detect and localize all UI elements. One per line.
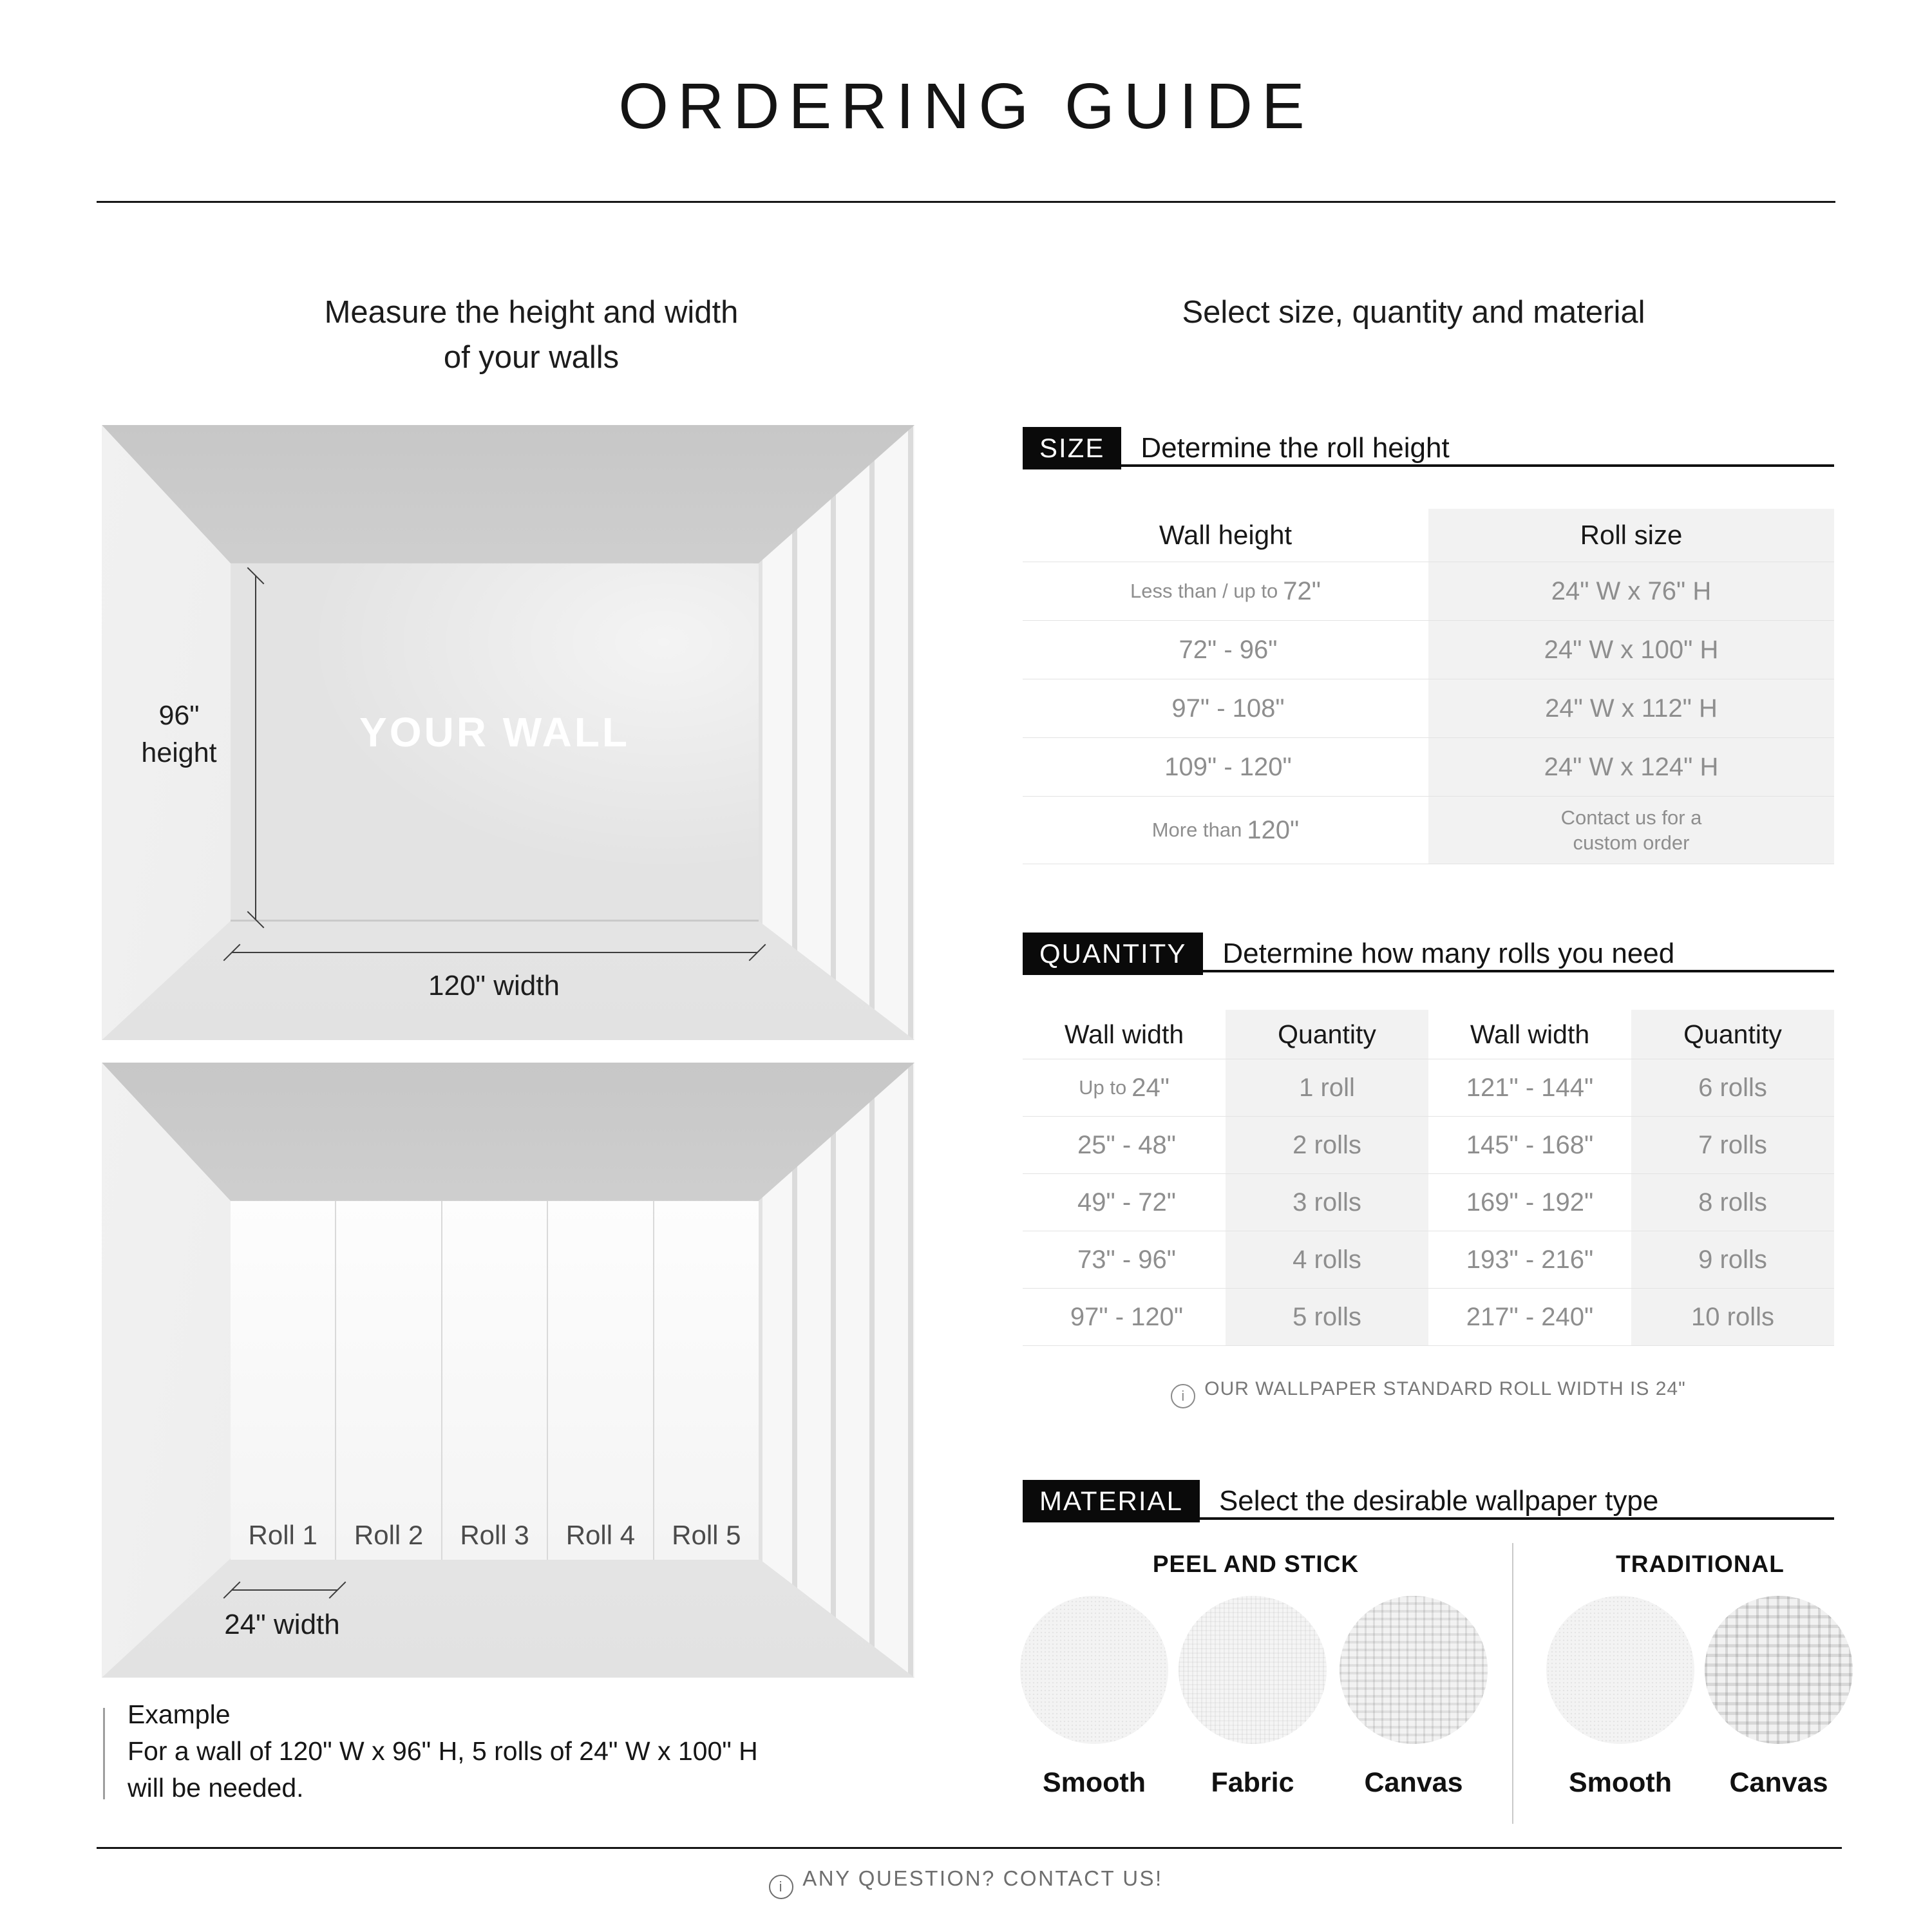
quantity-cell: 6 rolls	[1631, 1059, 1834, 1116]
size-table-header-row	[1023, 509, 1834, 562]
select-heading: Select size, quantity and material	[1182, 295, 1645, 330]
size-badge: SIZE	[1023, 427, 1121, 469]
wall-width-cell: 169" - 192"	[1466, 1188, 1594, 1217]
wall-height-value: 109" - 120"	[1164, 752, 1292, 781]
swatch-label: Fabric	[1211, 1767, 1294, 1798]
roll-panel	[548, 1201, 654, 1560]
table-row	[1023, 737, 1834, 796]
example-title: Example	[128, 1700, 231, 1729]
roll-label: Roll 5	[672, 1520, 741, 1550]
wall-width-value: 25" - 48"	[1077, 1130, 1176, 1159]
roll-label: Roll 1	[248, 1520, 317, 1550]
example-line2: will be needed.	[128, 1773, 304, 1803]
standard-roll-width-note	[1023, 1378, 1834, 1408]
wall-width-value: 49" - 72"	[1077, 1188, 1176, 1217]
roll-label: Roll 2	[354, 1520, 424, 1550]
quantity-cell: 3 rolls	[1226, 1174, 1428, 1231]
wall-height-cell	[1023, 562, 1428, 620]
quantity-cell: 2 rolls	[1226, 1117, 1428, 1173]
example-block	[128, 1696, 758, 1806]
roll-width-label: 24" width	[224, 1609, 340, 1640]
wall-height-label	[111, 697, 247, 772]
info-icon: i	[769, 1875, 793, 1899]
roll-size-cell	[1428, 797, 1834, 864]
quantity-cell: 4 rolls	[1226, 1231, 1428, 1288]
wall-width-cell: 193" - 216"	[1466, 1245, 1594, 1274]
table-row	[1023, 679, 1834, 737]
wall-width-header: Wall width	[1470, 1019, 1590, 1049]
height-measure-line	[255, 576, 256, 920]
your-wall-label: YOUR WALL	[359, 709, 630, 755]
roll-width-measure-line	[232, 1589, 337, 1591]
table-row	[1023, 620, 1834, 679]
table-row	[1023, 562, 1834, 620]
quantity-header: Quantity	[1226, 1010, 1428, 1059]
table-row	[1023, 1231, 1834, 1288]
wall-height-value: 96"	[158, 700, 200, 731]
roll-panel	[654, 1201, 759, 1560]
quantity-table-header-row	[1023, 1010, 1834, 1059]
roll-size-header: Roll size	[1428, 509, 1834, 562]
roll-panel	[442, 1201, 548, 1560]
wall-width-value: 24"	[1132, 1073, 1170, 1102]
quantity-badge: QUANTITY	[1023, 933, 1203, 975]
wall-height-cell	[1023, 797, 1428, 864]
page-title: ORDERING GUIDE	[618, 70, 1314, 142]
table-row	[1023, 796, 1834, 864]
roll-label: Roll 4	[565, 1520, 636, 1550]
size-subtitle: Determine the roll height	[1141, 432, 1450, 464]
roll-size-cell: 24" W x 76" H	[1428, 562, 1834, 620]
size-table	[1023, 509, 1834, 864]
roll-size-cell: 24" W x 112" H	[1428, 679, 1834, 737]
footer-text: ANY QUESTION? CONTACT US!	[802, 1866, 1163, 1890]
wall-width-header: Wall width	[1064, 1019, 1184, 1049]
swatch-label: Canvas	[1729, 1767, 1828, 1798]
wall-width-cell	[1023, 1059, 1226, 1116]
swatch-label: Smooth	[1042, 1767, 1146, 1798]
wall-height-value: 72" - 96"	[1179, 635, 1278, 664]
measure-heading-line2: of your walls	[443, 340, 620, 375]
quantity-cell: 10 rolls	[1631, 1289, 1834, 1345]
canvas-swatch	[1340, 1596, 1488, 1744]
material-badge: MATERIAL	[1023, 1480, 1200, 1522]
wall-width-value: 97" - 120"	[1070, 1302, 1184, 1331]
wall-width-cell	[1023, 1117, 1226, 1173]
wall-height-cell	[1023, 738, 1428, 796]
footer-divider	[97, 1847, 1842, 1849]
wall-width-label: 120" width	[428, 970, 560, 1001]
quantity-cell: 1 roll	[1226, 1059, 1428, 1116]
wall-height-header: Wall height	[1159, 520, 1293, 550]
custom-order-line2: custom order	[1573, 831, 1690, 854]
wall-width-cell	[1023, 1231, 1226, 1288]
quantity-section-header	[1023, 933, 1674, 975]
quantity-cell: 5 rolls	[1226, 1289, 1428, 1345]
table-row	[1023, 1173, 1834, 1231]
wall-height-value: 97" - 108"	[1171, 694, 1285, 723]
wall-height-word: height	[141, 737, 217, 768]
measure-heading	[103, 290, 960, 380]
wall-height-value: 120"	[1247, 815, 1300, 844]
traditional-title: TRADITIONAL	[1616, 1551, 1785, 1577]
wall-width-cell: 217" - 240"	[1466, 1302, 1594, 1331]
example-line1: For a wall of 120" W x 96" H, 5 rolls of 24" W x 100" H	[128, 1736, 758, 1766]
wall-width-cell: 145" - 168"	[1466, 1130, 1594, 1159]
example-left-bar	[103, 1708, 105, 1799]
width-measure-line	[232, 952, 757, 953]
quantity-cell: 7 rolls	[1631, 1117, 1834, 1173]
wallpaper-roll-panels	[231, 1201, 759, 1560]
wall-width-cell	[1023, 1174, 1226, 1231]
peel-and-stick-title: PEEL AND STICK	[1152, 1551, 1359, 1577]
canvas-swatch	[1705, 1596, 1853, 1744]
swatch-label: Canvas	[1364, 1767, 1463, 1798]
wall-height-prefix: More than	[1151, 819, 1242, 841]
measure-heading-line1: Measure the height and width	[324, 295, 739, 330]
quantity-header: Quantity	[1631, 1010, 1834, 1059]
roll-panel	[231, 1201, 336, 1560]
room-illustration-rolls	[102, 1063, 914, 1678]
roll-size-cell: 24" W x 124" H	[1428, 738, 1834, 796]
quantity-subtitle: Determine how many rolls you need	[1222, 938, 1675, 969]
roll-label: Roll 3	[460, 1520, 529, 1550]
smooth-swatch	[1020, 1596, 1168, 1744]
roll-panel	[336, 1201, 442, 1560]
wall-width-prefix: Up to	[1079, 1076, 1127, 1099]
room-illustration-measure	[102, 425, 914, 1040]
material-subtitle: Select the desirable wallpaper type	[1218, 1485, 1659, 1517]
wall-width-cell: 121" - 144"	[1466, 1073, 1594, 1102]
wall-height-value: 72"	[1283, 576, 1321, 605]
table-row	[1023, 1288, 1834, 1345]
wall-height-cell	[1023, 621, 1428, 679]
wall-height-prefix: Less than / up to	[1130, 580, 1278, 602]
swatch-label: Smooth	[1568, 1767, 1672, 1798]
wall-width-cell	[1023, 1289, 1226, 1345]
wall-height-cell	[1023, 679, 1428, 737]
material-group-divider	[1512, 1543, 1513, 1824]
size-section-header	[1023, 427, 1450, 469]
note-text: OUR WALLPAPER STANDARD ROLL WIDTH IS 24"	[1204, 1378, 1686, 1399]
info-icon: i	[1171, 1384, 1195, 1408]
header-divider	[97, 201, 1835, 203]
table-row	[1023, 1116, 1834, 1173]
wall-floor-junction	[231, 920, 759, 922]
quantity-cell: 9 rolls	[1631, 1231, 1834, 1288]
wall-width-value: 73" - 96"	[1077, 1245, 1176, 1274]
table-row	[1023, 1059, 1834, 1116]
material-section-header	[1023, 1480, 1658, 1522]
quantity-cell: 8 rolls	[1631, 1174, 1834, 1231]
smooth-swatch	[1546, 1596, 1694, 1744]
fabric-swatch	[1179, 1596, 1327, 1744]
footer-contact-note	[0, 1866, 1932, 1899]
roll-size-cell: 24" W x 100" H	[1428, 621, 1834, 679]
quantity-table	[1023, 1010, 1834, 1346]
custom-order-line1: Contact us for a	[1560, 806, 1702, 829]
